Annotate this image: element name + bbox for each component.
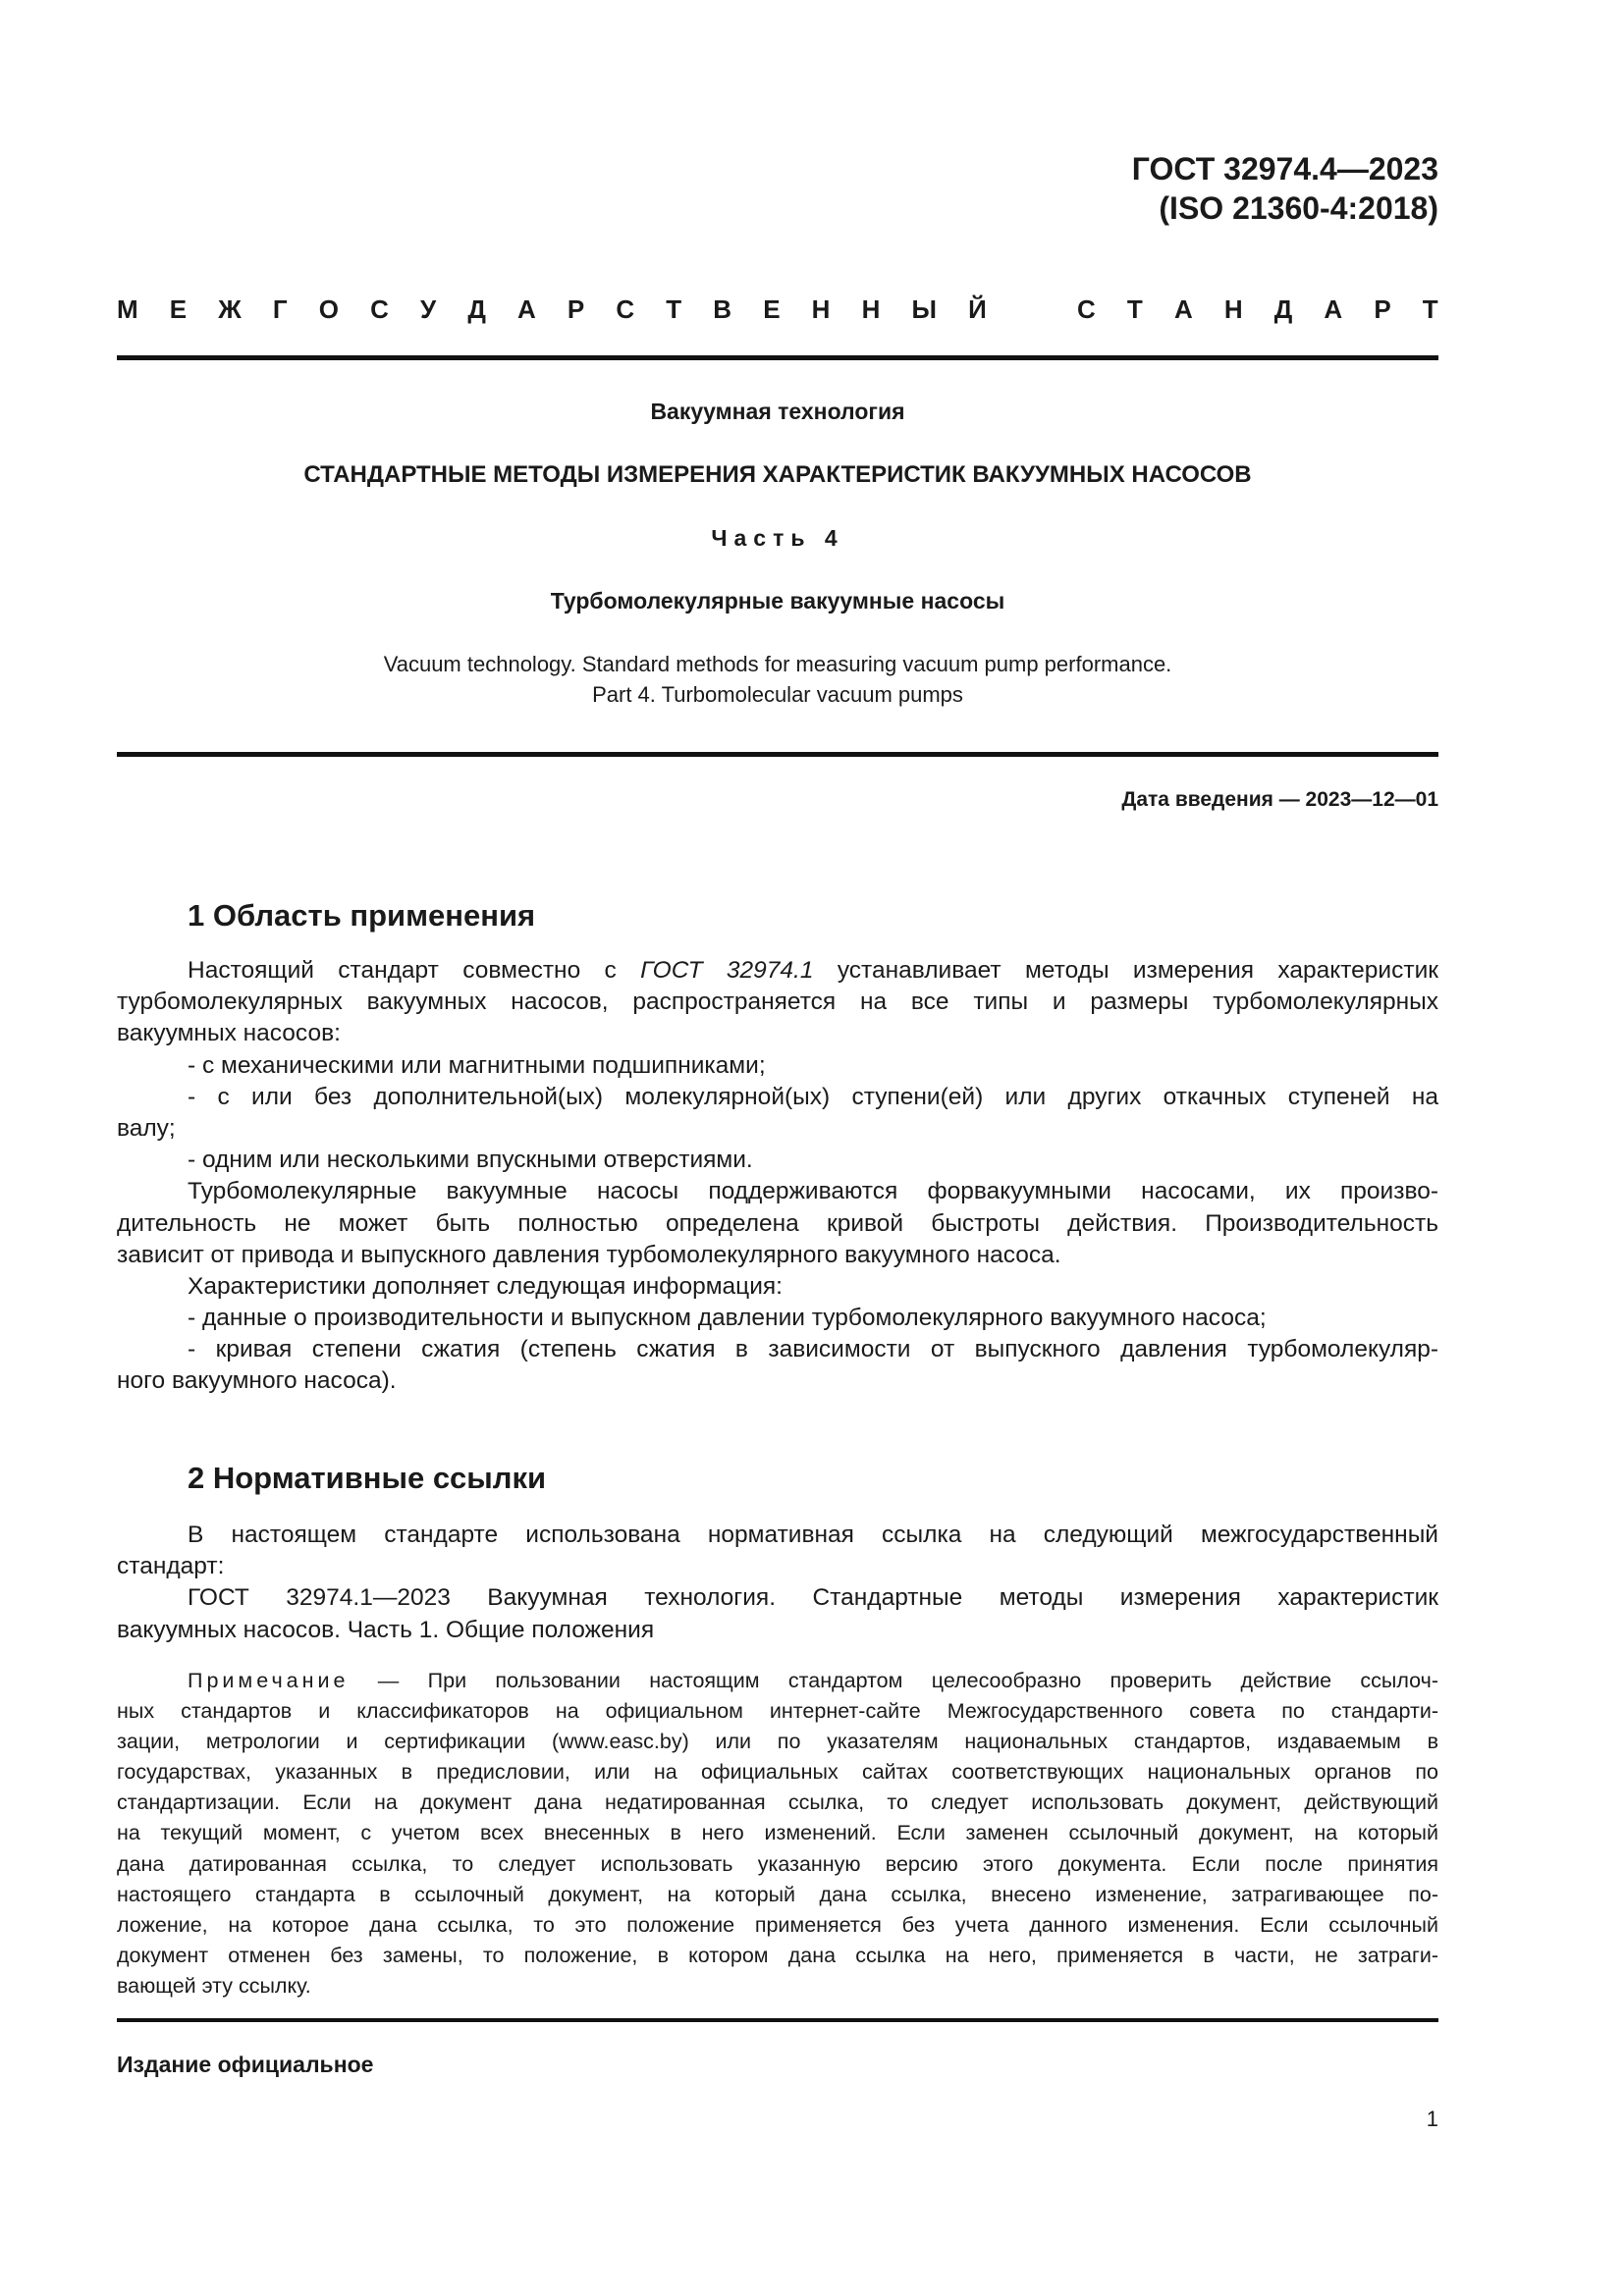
- list-item: - одним или несколькими впускными отверстиями.: [188, 1147, 753, 1174]
- paragraph-line: В настоящем стандарте использована нормативная ссылка на следующий межгосударственный: [188, 1522, 1438, 1548]
- paragraph-line: стандарт:: [117, 1553, 225, 1580]
- standard-type-letter: Д: [1273, 294, 1293, 324]
- note-line: вающей эту ссылку.: [117, 1973, 311, 1998]
- paragraph-line: зависит от привода и выпускного давления турбомолекулярного вакуумного насоса.: [117, 1241, 1061, 1268]
- reference-entry-continuation: вакуумных насосов. Часть 1. Общие положения: [117, 1616, 655, 1643]
- english-title-line: Vacuum technology. Standard methods for measuring vacuum pump performance.: [383, 652, 1172, 676]
- note-line: ложение, на которое дана ссылка, то это положение применяется без учета данного изменения. Если ссылочный: [117, 1912, 1438, 1937]
- standard-type-letter: Р: [1374, 294, 1391, 324]
- note-line: на текущий момент, с учетом всех внесенных в него изменений. Если заменен ссылочный документ, на который: [117, 1821, 1438, 1845]
- word-gap: [1018, 293, 1046, 326]
- note-line: документ отменен без замены, то положение, в котором дана ссылка на него, применяется в части, не затраги-: [117, 1943, 1438, 1967]
- standard-designation: [1132, 149, 1438, 228]
- standard-type-letter: Д: [467, 294, 486, 324]
- reference-entry: ГОСТ 32974.1—2023 Вакуумная технология. Стандартные методы измерения характеристик: [188, 1584, 1438, 1612]
- text-run: Настоящий стандарт совместно с: [188, 957, 641, 984]
- introduction-date: Дата введения — 2023—12—01: [1121, 788, 1438, 811]
- note-line: зации, метрологии и сертификации (www.easc.by) или по указателям национальных стандартов, издаваемым в: [117, 1730, 1438, 1754]
- standard-type-letter: Т: [666, 294, 682, 324]
- list-item-continuation: ного вакуумного насоса).: [117, 1367, 397, 1395]
- main-title: СТАНДАРТНЫЕ МЕТОДЫ ИЗМЕРЕНИЯ ХАРАКТЕРИСТИК ВАКУУМНЫХ НАСОСОВ: [303, 461, 1252, 488]
- note-line: [117, 1666, 1438, 1696]
- list-item: - с или без дополнительной(ых) молекулярной(ых) ступени(ей) или других откачных ступеней на: [188, 1083, 1438, 1110]
- paragraph-line: Турбомолекулярные вакуумные насосы поддерживаются форвакуумными насосами, их произво-: [188, 1178, 1438, 1205]
- standard-type-letter: Г: [272, 294, 288, 324]
- paragraph-line: Характеристики дополняет следующая информация:: [188, 1272, 783, 1300]
- text-run: — При пользовании настоящим стандартом целесообразно проверить действие ссылоч-: [349, 1669, 1438, 1692]
- standard-type-letter: С: [616, 294, 635, 324]
- section-heading-scope: 1 Область применения: [188, 898, 536, 933]
- standard-type-letter: О: [318, 294, 339, 324]
- note: [117, 1666, 1438, 2002]
- header-divider: [117, 355, 1438, 360]
- standard-reference: ГОСТ 32974.1: [640, 957, 814, 984]
- standard-type-heading: [117, 293, 1438, 326]
- page-number: 1: [1426, 2107, 1438, 2131]
- field-title: Вакуумная технология: [650, 399, 905, 424]
- english-title: [117, 649, 1438, 710]
- standard-type-letter: Т: [1422, 294, 1438, 324]
- document-page: [117, 0, 1438, 2296]
- standard-type-letter: А: [517, 294, 536, 324]
- standard-type-letter: М: [117, 294, 138, 324]
- text-run: устанавливает методы измерения характеристик: [813, 957, 1438, 984]
- standard-type-letter: С: [370, 294, 389, 324]
- standard-type-letter: Е: [763, 294, 781, 324]
- paragraph-line: [117, 955, 1438, 987]
- standard-type-letter: У: [420, 294, 437, 324]
- standard-type-letter: А: [1173, 294, 1193, 324]
- official-edition-label: Издание официальное: [117, 2052, 374, 2077]
- part-label: Часть 4: [711, 525, 844, 551]
- list-item: - данные о производительности и выпускном давлении турбомолекулярного вакуумного насоса;: [188, 1305, 1267, 1332]
- designation-iso: (ISO 21360-4:2018): [1159, 190, 1438, 226]
- section-scope-body: [117, 955, 1438, 1398]
- list-item: - кривая степени сжатия (степень сжатия в зависимости от выпускного давления турбомолекуляр-: [188, 1336, 1438, 1363]
- standard-type-letter: Н: [861, 294, 881, 324]
- standard-type-letter: Й: [968, 294, 987, 324]
- standard-type-letter: Т: [1126, 294, 1143, 324]
- note-line: настоящего стандарта в ссылочный документ, на который дана ссылка, внесено изменение, затрагивающее по-: [117, 1882, 1438, 1906]
- part-title: Турбомолекулярные вакуумные насосы: [550, 588, 1005, 614]
- list-item: - с механическими или магнитными подшипниками;: [188, 1051, 766, 1079]
- note-line: дана датированная ссылка, то следует использовать указанную версию этого документа. Если после принятия: [117, 1851, 1438, 1876]
- note-line: стандартизации. Если на документ дана недатированная ссылка, то следует использовать документ, действующий: [117, 1790, 1438, 1815]
- paragraph-line: турбомолекулярных вакуумных насосов, распространяется на все типы и размеры турбомолекулярных: [117, 988, 1438, 1016]
- title-divider: [117, 752, 1438, 757]
- footer-divider: [117, 2018, 1438, 2022]
- note-line: ных стандартов и классификаторов на официальном интернет-сайте Межгосударственного совета по стандарти-: [117, 1699, 1438, 1724]
- paragraph-line: дительность не может быть полностью определена кривой быстроты действия. Производительность: [117, 1209, 1438, 1237]
- standard-type-letter: Н: [811, 294, 831, 324]
- paragraph-line: вакуумных насосов:: [117, 1020, 341, 1047]
- english-title-line: Part 4. Turbomolecular vacuum pumps: [592, 682, 963, 707]
- standard-type-letter: Р: [567, 294, 585, 324]
- note-label: Примечание: [188, 1669, 350, 1692]
- standard-type-letter: Ы: [911, 294, 937, 324]
- list-item-continuation: валу;: [117, 1114, 176, 1142]
- standard-type-letter: Н: [1223, 294, 1243, 324]
- standard-type-letter: В: [713, 294, 732, 324]
- standard-type-letter: А: [1324, 294, 1343, 324]
- designation-number: ГОСТ 32974.4—2023: [1131, 151, 1438, 187]
- section-heading-normative-references: 2 Нормативные ссылки: [188, 1461, 547, 1495]
- standard-type-letter: Ж: [218, 294, 242, 324]
- section-references-body: [117, 1520, 1438, 1646]
- standard-type-letter: С: [1077, 294, 1096, 324]
- standard-type-letter: Е: [169, 294, 188, 324]
- note-line: государствах, указанных в предисловии, или на официальных сайтах соответствующих национальных органов по: [117, 1760, 1438, 1785]
